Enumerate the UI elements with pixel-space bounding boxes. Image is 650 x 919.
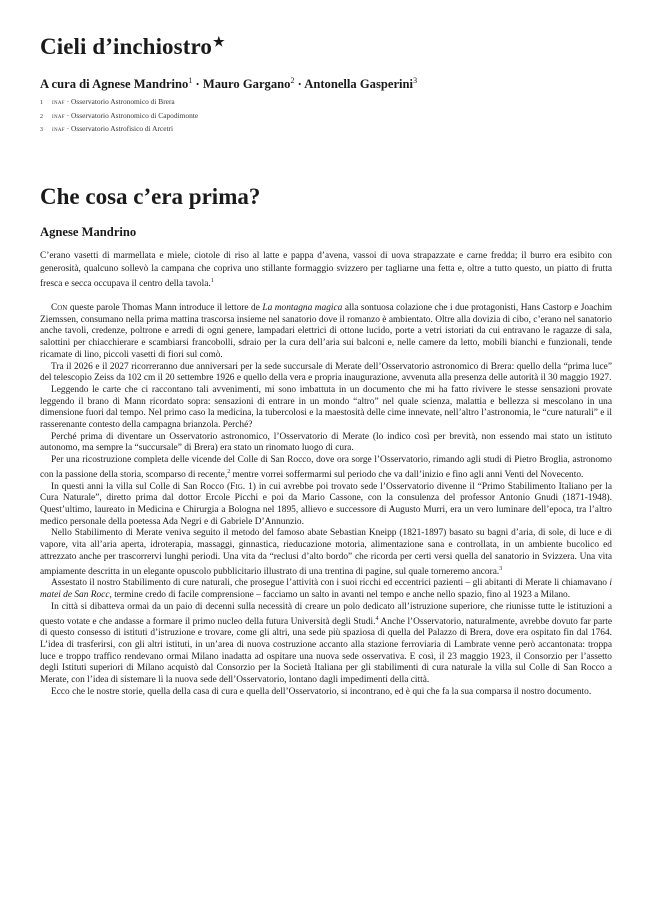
affiliations (40, 96, 198, 137)
affiliation-org: inaf (52, 97, 65, 106)
editor-mark: 3 (413, 76, 418, 85)
editor-name: Agnese Mandrino (92, 77, 189, 92)
collection-title (40, 34, 225, 60)
paragraph-text: In questi anni la villa sul Colle di San Rocco ( (51, 481, 231, 492)
footnote-mark: 3 (499, 565, 503, 572)
paragraph-text: alla sontuosa colazione che i due protagonisti, Hans Castorp e Joachim Ziemssen, consumano nella prima mattina trascorsa insieme nel sanatorio dove il romanzo è ambientato. Oltre alla dovizia di cibo, c’erano nel sanatorio anche tavoli, credenze, poltrone e arredi di ogni genere, lampadari elettrici di ottone lucido, porte a vetri istoriati da cui entravano le ragazze di sala, salottini per chiacchierare e scambiarsi francobolli, sdraio per la cura dell’aria sui balconi e, nelle camere da letto, mobili bianchi e funzionali, tende ricamate di lino, piccoli vasetti di fiori sul comò. (40, 303, 613, 360)
affiliation-item (40, 96, 198, 110)
paragraph-text: Tra il 2026 e il 2027 ricorreranno due anniversari per la sede succursale di Merate dell’Osservatorio astronomico di Brera: quello della “prima luce” del telescopio Zeiss da 102 cm il 20 settembre 1926 e quello della vera e propria inaugurazione, avvenuta alla presenza delle autorità il 30 maggio 1927. (40, 361, 612, 384)
paragraph-text: Nello Stabilimento di Merate veniva seguito il metodo del famoso abate Sebastian Kneipp (1821-1897) basato su bagni d’aria, di sole, di luce e di vapore, vita all’aria aperta, idroterapia, massaggi, ginnastica, rieducazione motoria, alimentazione sana e controllata, in un ambiente bucolico ed attrezzato anche per trascorrervi lunghi periodi. Una vita da “reclusi d’alto bordo” che ricorda per certi versi quella del sanatorio in Svizzera. Una vita ampiamente descritta in un elegante opuscolo pubblicitario illustrato di una trentina di pagine, sul quale torneremo ancora. (40, 528, 612, 577)
paragraph-text: Per una ricostruzione completa delle vicende del Colle di San Rocco, dove ora sorge l’Osservatorio, rimando agli studi di Pietro Broglia, astronomo con la passione della storia, scomparso di recente, (40, 455, 612, 480)
footnote-mark: 1 (210, 278, 214, 285)
paragraph (40, 303, 612, 362)
paragraph-text: Perché prima di diventare un Osservatorio astronomico, l’Osservatorio di Merate (lo indico così per brevità, non essendo mai stato un istituto autonomo, ma sempre la “succursale” di Brera) era stato un rinomato luogo di cura. (40, 431, 612, 454)
paragraph-text: In città si dibatteva ormai da un paio di decenni sulla necessità di creare un polo dedicato all’istruzione superiore, che riunisse tutte le istituzioni a questo votate e che andasse a formare il primo nucleo della futura Università degli Studi. (40, 601, 612, 627)
article-title: Che cosa c’era prima? (40, 184, 261, 209)
star-icon: ★ (212, 34, 225, 49)
epigraph (40, 250, 612, 291)
paragraph (40, 432, 612, 455)
editor-name: Mauro Gargano (202, 77, 291, 92)
paragraph (40, 385, 612, 432)
epigraph-text: C’erano vasetti di marmellata e miele, ciotole di riso al latte e pappa d’avena, vassoi di uova strapazzate e carne fredda; il burro era esibito con generosità, qualcuno sollevò la campana che copriva uno stillante formaggio svizzero per tagliarne una fetta e, oltre a tutto questo, un piatto di frutta fresca e secca occupava il centro della tavola. (40, 251, 612, 290)
affiliation-number: 1 (40, 100, 43, 106)
paragraph-text: queste parole Thomas Mann introduce il lettore de (67, 303, 263, 313)
paragraph (40, 362, 612, 385)
editor-separator: · (294, 77, 305, 92)
affiliation-name: · Osservatorio Astronomico di Brera (64, 97, 175, 106)
affiliation-number: 3 (40, 127, 43, 134)
affiliation-org: inaf (52, 124, 65, 134)
editors-line (40, 76, 417, 92)
article-body (40, 303, 612, 699)
editor-separator: · (192, 77, 203, 92)
editor-mark: 1 (188, 76, 193, 85)
editors-prefix: A cura di (40, 77, 93, 92)
affiliation-name: · Osservatorio Astronomico di Capodimonte (64, 110, 199, 120)
footnote-mark: 4 (375, 615, 379, 622)
paragraph-text: Leggendo le carte che ci raccontano tali avvenimenti, mi sono imbattuta in un documento che mi ha fatto rivivere le stesse sensazioni provate leggendo il brano di Mann ricordato sopra: sensazioni di entrare in un mondo “altro” nel quale scienza, malattia e bellezza si mescolano in una dimensione fuori dal tempo. Nel primo caso la medicina, la tubercolosi e la maestosità delle cime innevate, nell’altro l’astronomia, le “cure naturali” e il rasserenante contesto della campagna brianzola. Perché? (40, 384, 612, 431)
footnote-mark: 2 (227, 468, 231, 475)
affiliation-org: inaf (52, 110, 65, 120)
paragraph-text: Assestato il nostro Stabilimento di cure naturali, che prosegue l’attività con i suoi ricchi ed eccentrici pazienti – gli abitanti di Merate li chiamavano (51, 578, 610, 589)
affiliation-number: 2 (40, 113, 43, 120)
paragraph-lead: Con (51, 303, 68, 313)
affiliation-item (40, 123, 198, 137)
editor-name: Antonella Gasperini (304, 77, 414, 92)
paragraph-text: ) in cui avrebbe poi trovato sede l’Osservatorio divenne il “Primo Stabilimento Italiano per la Cura Naturale”, diretto prima dal dottor Ercole Picchi e poi da Mario Cassone, con la consulenza del professor Antonio Gnudi (1871-1948). Quest’ultimo, laureato in Medicina e Chirurgia a Bologna nel 1895, allievo e successore di Augusto Murri, era un vero luminare dell’epoca, tra l’altro medico personale della poetessa Ada Negri e di Gabriele D’Annunzio. (40, 481, 612, 527)
paragraph (40, 687, 612, 699)
book-title: La montagna magica (262, 303, 343, 313)
paragraph (40, 602, 612, 687)
paragraph (40, 482, 612, 529)
paragraph-text: Ecco che le nostre storie, quella della casa di cura e quella dell’Osservatorio, si incontrano, ed è qui che fa la sua comparsa il nostro documento. (51, 686, 592, 697)
paragraph-text: , termine credo di facile comprensione – facciamo un salto in avanti nel tempo e anche nello spazio, fino al 1923 a Milano. (109, 590, 571, 601)
paragraph-text: mentre vorrei soffermarmi sul periodo che va dall’inizio e fino agli anni Venti del Novecento. (230, 469, 584, 480)
editor-mark: 2 (290, 76, 295, 85)
article-author: Agnese Mandrino (40, 225, 137, 239)
italic-phrase: i matei de San Rocc (40, 578, 612, 601)
collection-title-text: Cieli d’inchiostro (40, 34, 212, 59)
figure-reference: Fig. 1 (230, 481, 253, 492)
paragraph (40, 455, 612, 482)
affiliation-item (40, 110, 198, 124)
affiliation-name: · Osservatorio Astrofisico di Arcetri (64, 124, 174, 134)
paragraph (40, 578, 612, 601)
paragraph (40, 528, 612, 578)
paragraph-text: Anche l’Osservatorio, naturalmente, avrebbe dovuto far parte di questo consesso di istituti d’istruzione e trovare, come gli altri, una sede più spaziosa di quella del Palazzo di Brera, dove era ospitato fin dal 1764. L’idea di trasferirsi, con gli altri istituti, in un’area di nuova costruzione accanto alla stazione ferroviaria di Lambrate venne però accantonata: troppa luce e troppo traffico rendevano ormai Milano inadatta ad ospitare una nuova sede osservativa. E così, il 23 maggio 1923, il Consorzio per l’assetto degli Istituti superiori di Milano acquistò dal Consorzio per la Società Italiana per gli stabilimenti di cura naturale la villa sul Colle di San Rocco a Merate, con l’idea di sistemare lì la nuova sede dell’Osservatorio, lontano dagli impedimenti della città. (40, 616, 612, 686)
